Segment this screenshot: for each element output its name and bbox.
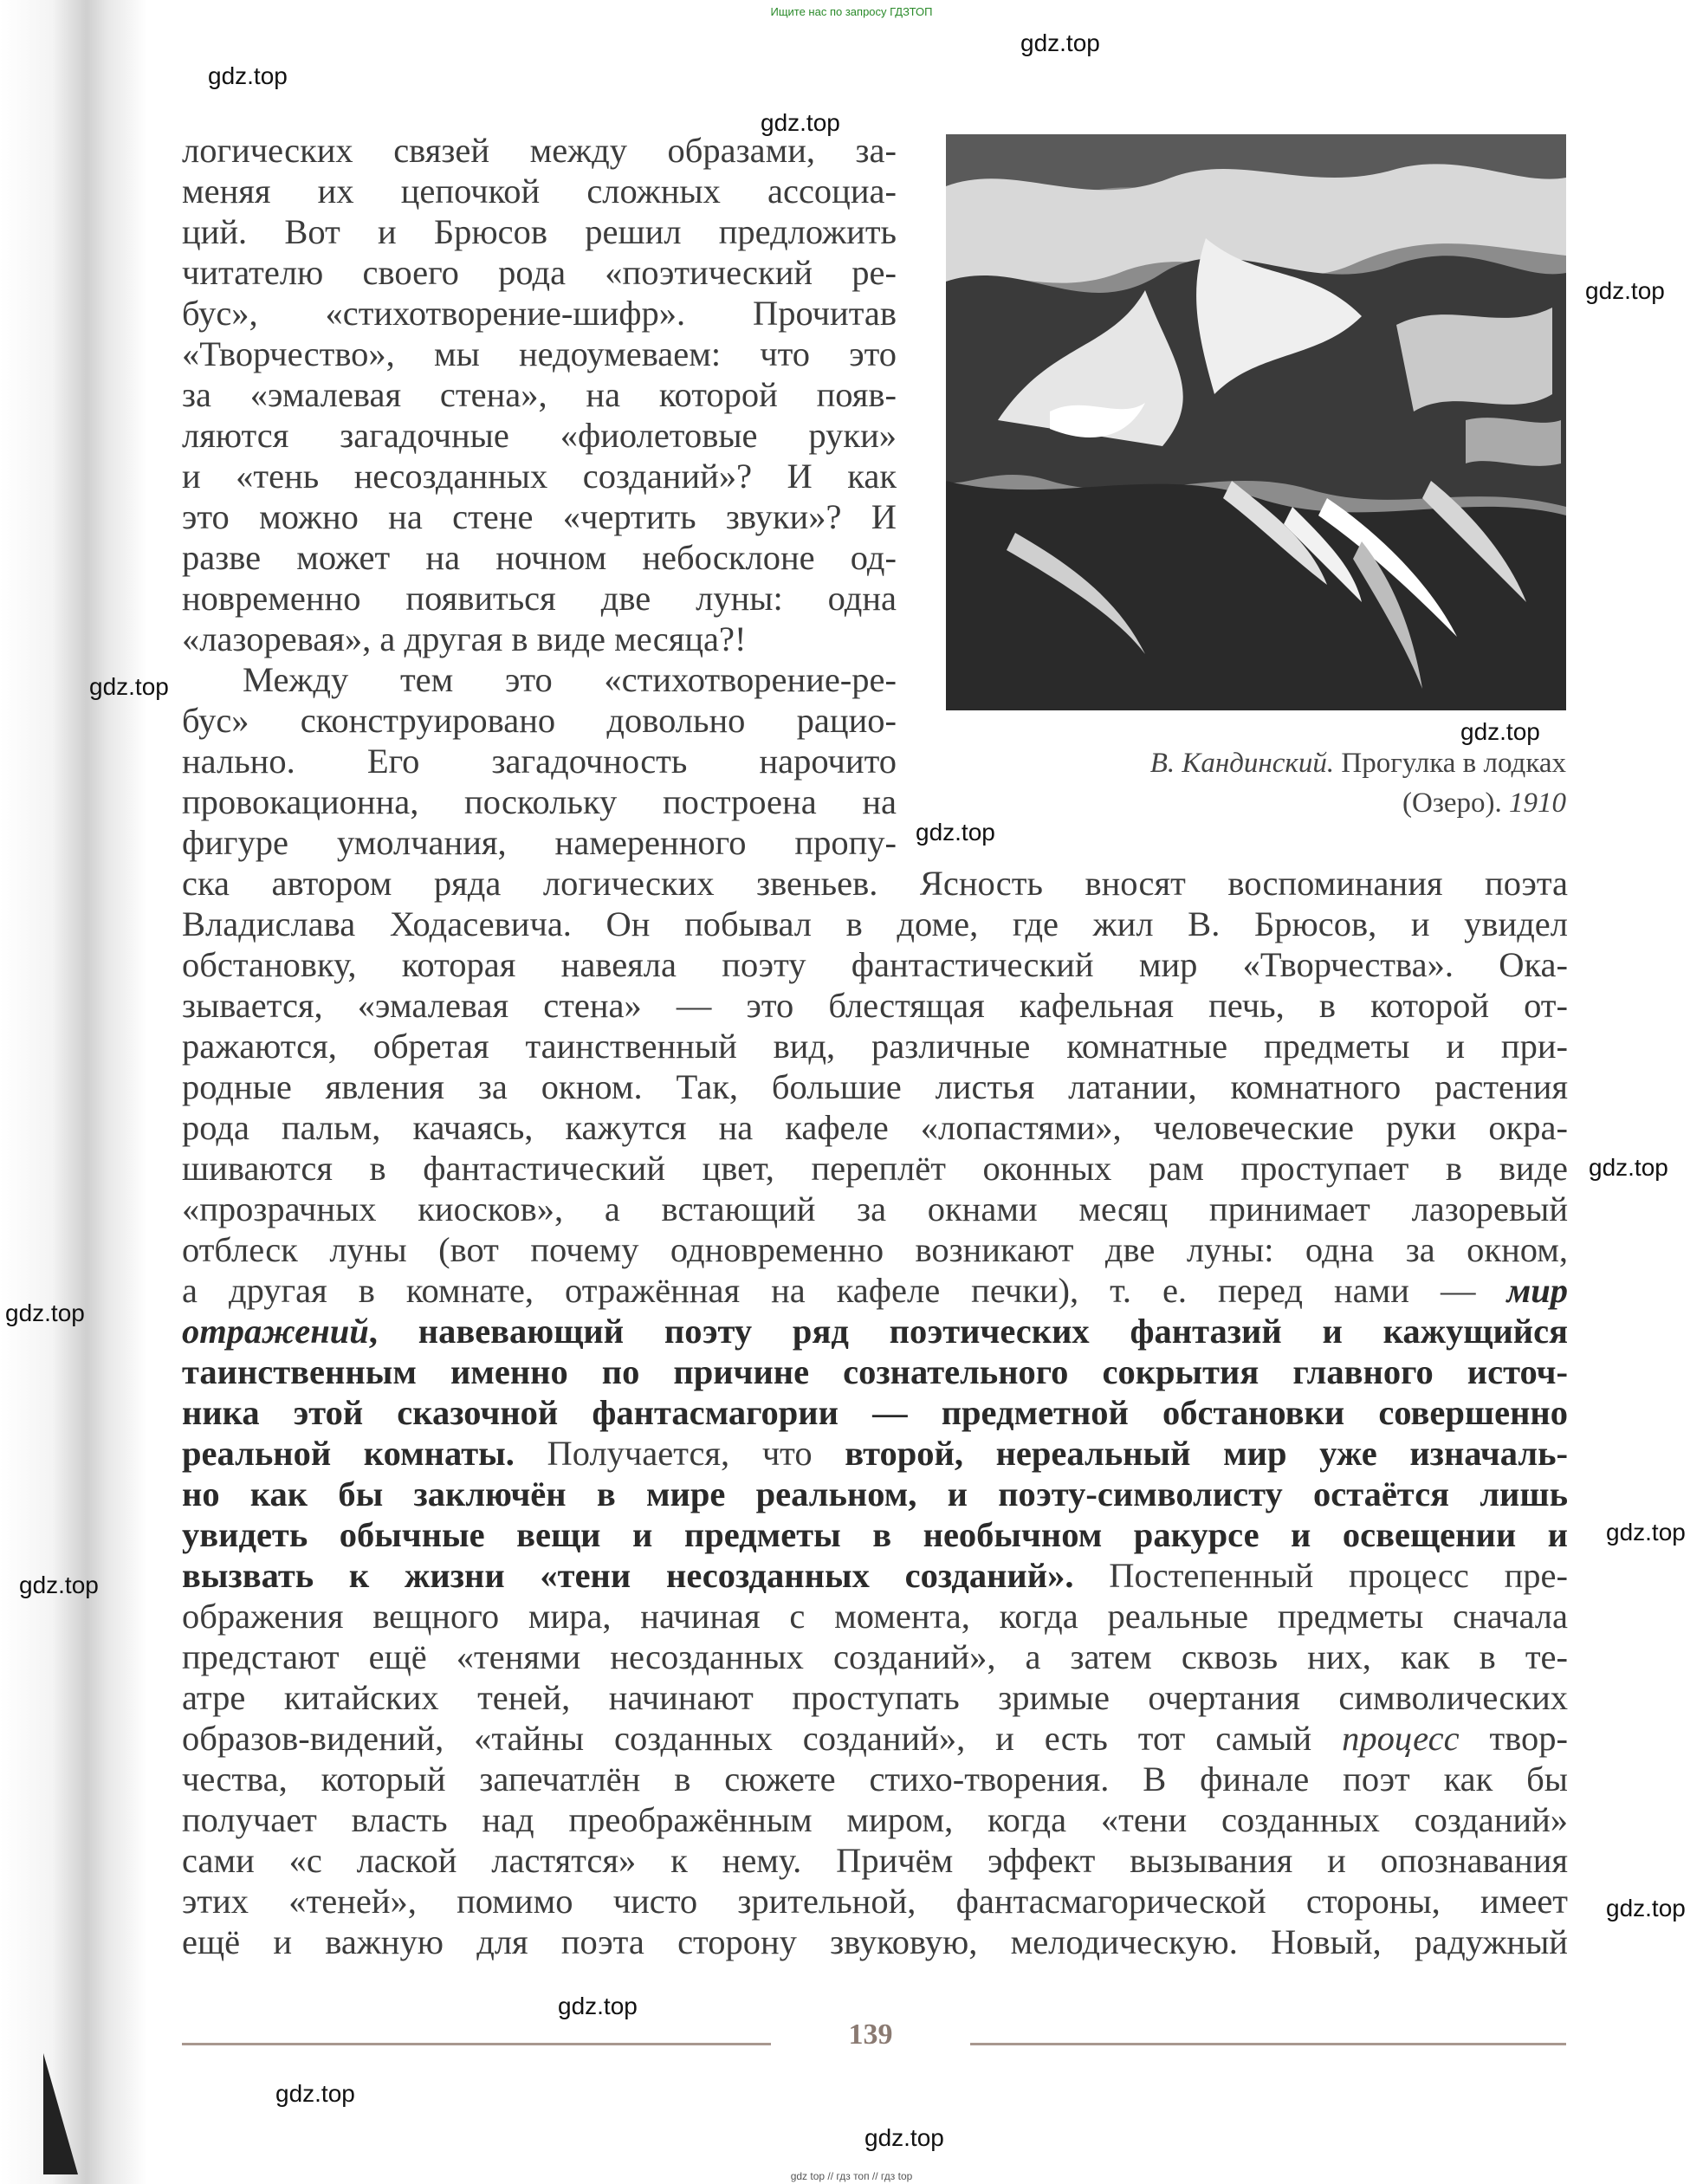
emphasis-bold: реальной комнаты.: [182, 1434, 515, 1473]
text-line: Владислава Ходасевича. Он побывал в доме, где жил В. Брюсов, и увидел: [182, 904, 1568, 943]
text-line: «лазоревая», а другая в виде месяца?!: [182, 619, 747, 658]
text-line: получает власть над преображённым миром, когда «тени созданных созданий»: [182, 1800, 1568, 1839]
text-fragment: Получается, что: [514, 1434, 845, 1473]
top-watermark: Ищите нас по запросу ГДЗТОП: [770, 5, 933, 18]
caption-title-2: (Озеро).: [1402, 787, 1502, 819]
emphasis-bold: таинственным именно по причине сознательного сокрытия главного источ-: [182, 1352, 1568, 1391]
painting-caption: [918, 743, 1566, 823]
caption-year: 1910: [1509, 787, 1566, 819]
text-line-bold: [182, 1474, 1568, 1514]
text-line-bold: [182, 1392, 1568, 1433]
emphasis-italic: процесс: [1342, 1719, 1460, 1758]
text-fragment: а другая в комнате, отражённая на кафеле печки), т. е. перед нами —: [182, 1271, 1507, 1310]
bottom-watermark: gdz top // гдз топ // гдз top: [790, 2170, 913, 2182]
emphasis-bold: но как бы заключён в мире реальном, и поэту-символисту остаётся лишь: [182, 1474, 1568, 1513]
text-fragment: Постепенный процесс пре-: [1073, 1556, 1568, 1595]
text-line: читателю своего рода «поэтический ре-: [182, 253, 897, 292]
text-line: «прозрачных киосков», а встающий за окнами месяц принимает лазоревый: [182, 1189, 1568, 1228]
text-line-bold: [182, 1514, 1568, 1555]
text-line: сами «с лаской ластятся» к нему. Причём эффект вызывания и опознавания: [182, 1841, 1568, 1880]
text-fragment: твор-: [1459, 1719, 1568, 1758]
text-line: ещё и важную для поэта сторону звуковую, мелодическую. Новый, радужный: [182, 1922, 1568, 1961]
footer-rule-right: [970, 2043, 1566, 2045]
emphasis-bold: второй, нереальный мир уже изначаль-: [845, 1434, 1568, 1473]
watermark: gdz.top: [1589, 1154, 1668, 1181]
text-line-bold: [182, 1351, 1568, 1392]
text-line: ска автором ряда логических звеньев. Ясность вносят воспоминания поэта: [182, 864, 1568, 903]
emphasis-bold: вызвать к жизни «тени несозданных созданий».: [182, 1556, 1074, 1595]
text-line: логических связей между образами, за-: [182, 131, 897, 170]
footer-rule-left: [182, 2043, 771, 2045]
page-number: 139: [848, 2019, 893, 2051]
text-line: меняя их цепочкой сложных ассоциа-: [182, 172, 897, 211]
text-line: ражаются, обретая таинственный вид, различные комнатные предметы и при-: [182, 1027, 1568, 1066]
watermark: gdz.top: [558, 1993, 638, 2019]
watermark: gdz.top: [1020, 29, 1100, 56]
watermark: gdz.top: [19, 1572, 99, 1598]
caption-line-2: [918, 783, 1566, 823]
caption-title: Прогулка в лодках: [1341, 748, 1566, 779]
text-fragment: образов-видений, «тайны созданных созданий», и есть тот самый: [182, 1719, 1343, 1758]
text-line: за «эмалевая стена», на которой появ-: [182, 375, 897, 414]
watermark: gdz.top: [761, 109, 840, 136]
text-line: ляются загадочные «фиолетовые руки»: [182, 416, 897, 455]
emphasis-bold-italic: мир: [1506, 1271, 1568, 1310]
text-line: это можно на стене «чертить звуки»? И: [182, 497, 897, 536]
watermark: gdz.top: [864, 2124, 944, 2151]
text-line: «Творчество», мы недоумеваем: что это: [182, 334, 897, 373]
text-line: ображения вещного мира, начиная с момента, когда реальные предметы сначала: [182, 1597, 1568, 1636]
text-line-mixed: [182, 1433, 1568, 1474]
watermark: gdz.top: [1460, 718, 1540, 745]
text-line: рода пальм, качаясь, кажутся на кафеле «лопастями», человеческие руки окра-: [182, 1108, 1568, 1147]
book-spine-shadow: [0, 0, 147, 2184]
text-line-mixed: [182, 1270, 1568, 1311]
text-line: нально. Его загадочность нарочито: [182, 742, 897, 781]
text-line: провокационна, поскольку построена на: [182, 782, 897, 821]
text-line: новременно появиться две луны: одна: [182, 579, 897, 618]
text-line: чества, который запечатлён в сюжете стихо-творения. В финале поэт как бы: [182, 1760, 1568, 1798]
spine-edge: [43, 2053, 78, 2174]
emphasis-bold: ника этой сказочной фантасмагории — предметной обстановки совершенно: [182, 1393, 1568, 1432]
text-line: шиваются в фантастический цвет, переплёт оконных рам проступает в виде: [182, 1149, 1568, 1188]
watermark: gdz.top: [208, 62, 288, 89]
watermark: gdz.top: [1606, 1519, 1686, 1546]
text-line: родные явления за окном. Так, большие листья латании, комнатного растения: [182, 1067, 1568, 1106]
text-line: отблеск луны (вот почему одновременно возникают две луны: одна за окном,: [182, 1230, 1568, 1269]
text-line: обстановку, которая навеяла поэту фантастический мир «Творчества». Ока-: [182, 945, 1568, 984]
text-line: атре китайских теней, начинают проступать зримые очертания символических: [182, 1678, 1568, 1717]
watermark: gdz.top: [275, 2080, 355, 2107]
text-line: бус» сконструировано довольно рацио-: [182, 701, 897, 740]
watermark: gdz.top: [5, 1299, 85, 1326]
text-line: этих «теней», помимо чисто зрительной, фантасмагорической стороны, имеет: [182, 1882, 1568, 1921]
text-line: ций. Вот и Брюсов решил предложить: [182, 212, 897, 251]
caption-line-1: [918, 743, 1566, 783]
emphasis-bold: , навевающий поэту ряд поэтических фантазий и кажущийся: [368, 1312, 1568, 1351]
watermark: gdz.top: [1585, 277, 1665, 304]
text-line-mixed: [182, 1718, 1568, 1759]
paragraph-start-line: Между тем это «стихотворение-ре-: [243, 660, 897, 699]
text-line-mixed: [182, 1555, 1568, 1596]
watermark: gdz.top: [916, 819, 995, 846]
text-line: зывается, «эмалевая стена» — это блестящая кафельная печь, в которой от-: [182, 986, 1568, 1025]
caption-author: В. Кандинский.: [1149, 748, 1335, 779]
painting-illustration: [946, 134, 1566, 710]
text-line-mixed: [182, 1311, 1568, 1351]
text-line: разве может на ночном небосклоне од-: [182, 538, 897, 577]
text-line: и «тень несозданных созданий»? И как: [182, 457, 897, 496]
text-line: предстают ещё «тенями несозданных созданий», а затем сквозь них, как в те-: [182, 1637, 1568, 1676]
text-line: фигуре умолчания, намеренного пропу-: [182, 823, 897, 862]
text-line: бус», «стихотворение-шифр». Прочитав: [182, 294, 897, 333]
watermark: gdz.top: [1606, 1895, 1686, 1922]
watermark: gdz.top: [89, 673, 169, 700]
emphasis-bold: увидеть обычные вещи и предметы в необычном ракурсе и освещении и: [182, 1515, 1568, 1554]
emphasis-bold-italic: отражений: [182, 1312, 369, 1351]
